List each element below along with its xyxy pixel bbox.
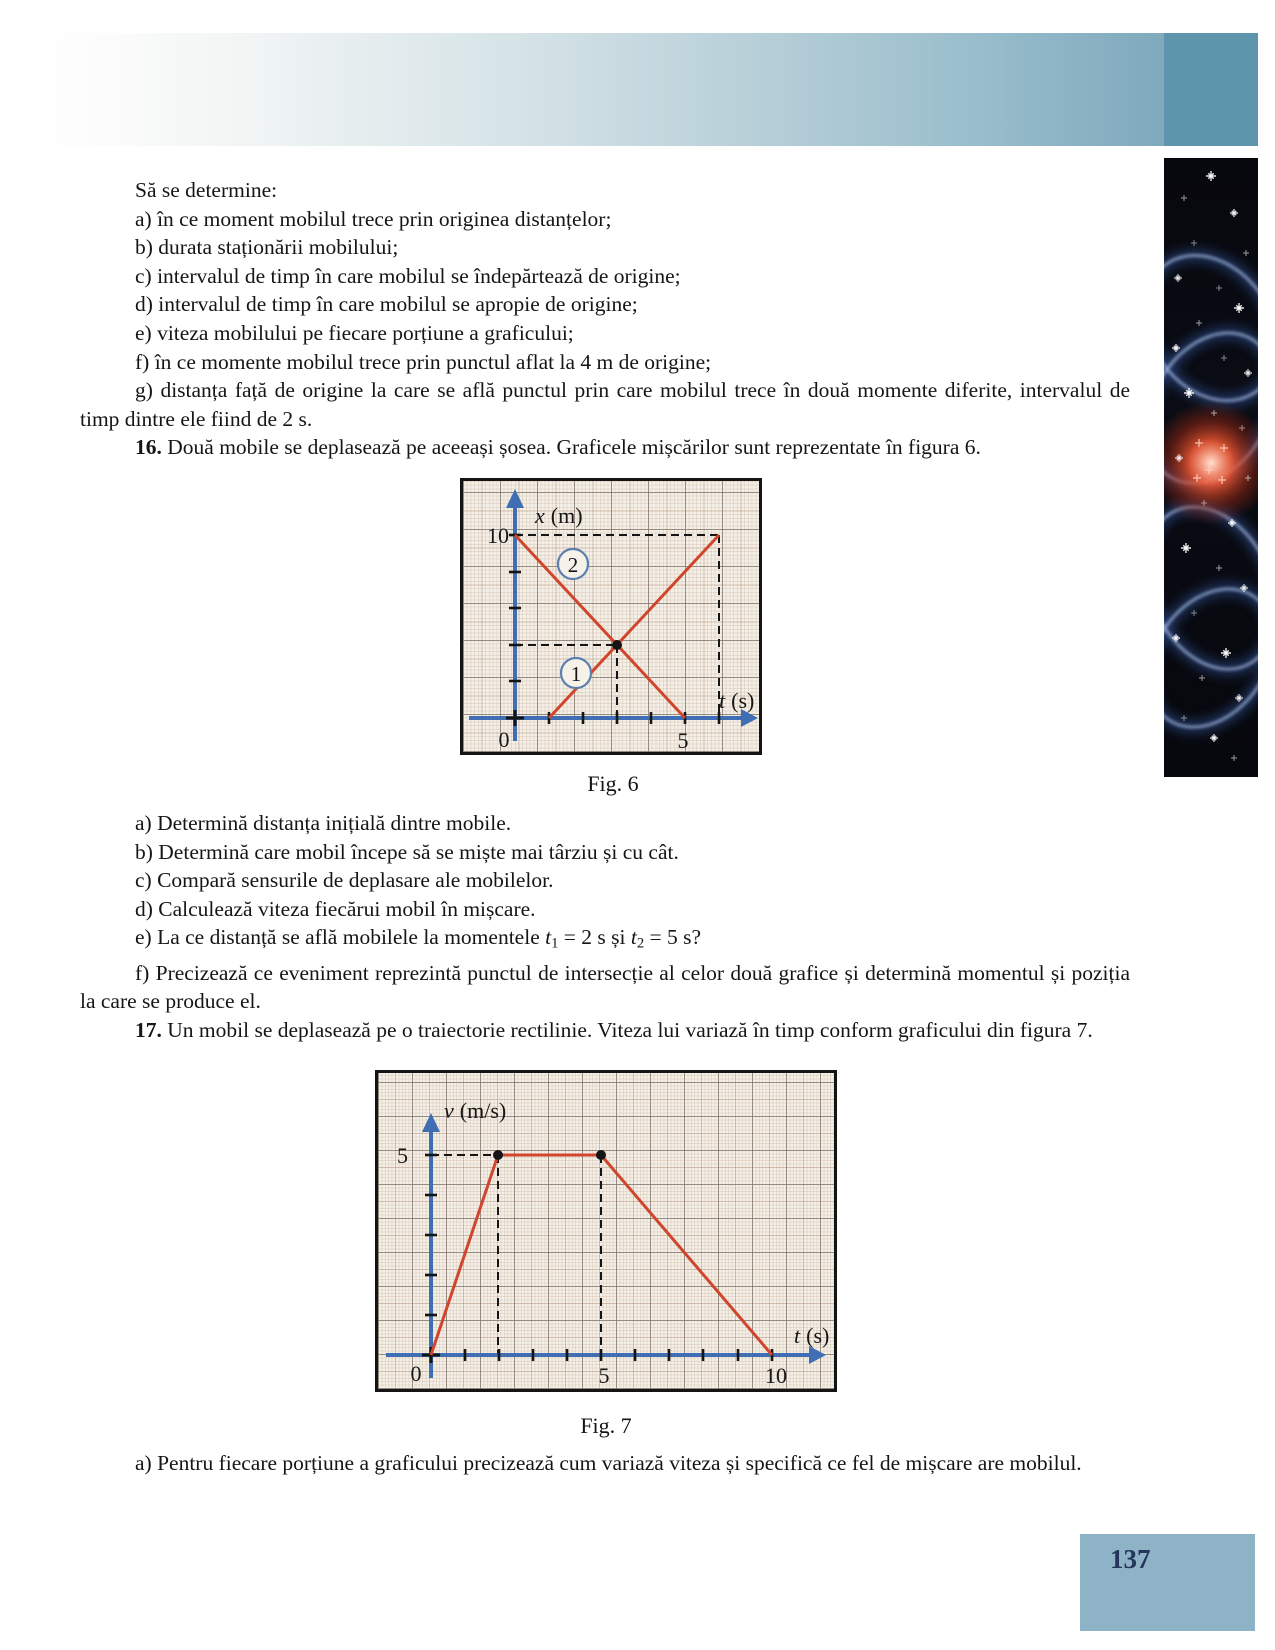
text-segment: a) Pentru fiecare porțiune a graficului precizează cum variază viteza și specifică ce fel de mișcare are mobilul. <box>135 1451 1082 1475</box>
paragraph <box>80 923 1130 958</box>
page-number-box <box>1080 1534 1255 1631</box>
atom-orbits-graphic <box>1164 158 1258 777</box>
dashed-guides <box>515 535 719 718</box>
paragraph <box>80 838 1130 867</box>
figure-7-caption: Fig. 7 <box>580 1413 632 1438</box>
text-segment: b) durata staționării mobilului; <box>135 235 399 260</box>
text-segment: c) Compară sensurile de deplasare ale mobilelor. <box>135 868 554 893</box>
text-segment: 1 <box>551 936 559 953</box>
problem-15-questions <box>80 176 1130 462</box>
fig6-origin-label: 0 <box>498 727 510 752</box>
text-segment: e) viteza mobilului pe fiecare porțiune a graficului; <box>135 320 574 345</box>
fig6-x-axis-label: t (s) <box>719 688 755 713</box>
curve-2-line <box>515 535 685 718</box>
paragraph <box>80 959 1130 1016</box>
text-segment: 2 <box>636 936 645 953</box>
figure-7-plot <box>378 1073 834 1389</box>
paragraph <box>80 262 1130 291</box>
paragraph <box>80 866 1130 895</box>
text-segment: g) distanța față de origine la care se află punctul prin care mobilul trece în două momente diferite, intervalul de timp dintre ele fiind de 2 s. <box>80 378 1130 431</box>
fig6-x-tick-label: 5 <box>677 728 689 752</box>
figure-6-plot <box>463 481 759 752</box>
svg-text:1: 1 <box>570 662 582 686</box>
fig6-y-axis-label: x (m) <box>535 503 583 528</box>
x-axis-arrow-icon <box>809 1346 826 1364</box>
intersection-point <box>612 640 622 650</box>
fig7-x-axis-label: t (s) <box>794 1323 830 1348</box>
problem-17-question-a <box>80 1449 1130 1478</box>
paragraph <box>80 1449 1130 1478</box>
paragraph <box>80 176 1130 205</box>
origin-cross <box>506 710 524 726</box>
fig7-x-end-label: 10 <box>765 1363 787 1388</box>
paragraph <box>80 233 1130 262</box>
fig7-y-max-label: 5 <box>397 1143 408 1168</box>
text-segment: t <box>630 925 637 950</box>
svg-text:2: 2 <box>567 553 579 577</box>
figure-6-caption: Fig. 6 <box>587 771 639 796</box>
text-segment: b) Determină care mobil începe să se miște mai târziu și cu cât. <box>135 839 679 864</box>
dashed-guides <box>431 1155 601 1355</box>
header-band-dark-block <box>1164 33 1258 146</box>
vertex-point-t2 <box>493 1150 503 1160</box>
paragraph <box>80 1016 1130 1045</box>
sidebar-atom-image <box>1164 158 1258 777</box>
axes <box>386 1129 812 1378</box>
fig7-origin-label: 0 <box>410 1361 422 1386</box>
text-segment: = 5 s? <box>644 925 702 950</box>
curve-2-badge <box>558 549 588 579</box>
text-segment: Să se determine: <box>135 178 278 202</box>
text-segment: Un mobil se deplasează pe o traiectorie rectilinie. Viteza lui variază în timp conform graficului din figura 7. <box>161 1017 1093 1042</box>
axes <box>469 505 747 741</box>
vertex-point-t5 <box>596 1150 606 1160</box>
page-number: 137 <box>1110 1544 1151 1574</box>
text-segment: f) în ce momente mobilul trece prin punctul aflat la 4 m de origine; <box>135 349 712 374</box>
text-segment: d) Calculează viteza fiecărui mobil în mișcare. <box>135 896 536 921</box>
paragraph <box>80 290 1130 319</box>
text-segment: t <box>545 925 552 950</box>
problem-16-17-text <box>80 809 1130 1044</box>
paragraph <box>80 433 1130 462</box>
y-axis-arrow-icon <box>422 1113 440 1132</box>
header-gradient-band <box>0 33 1164 146</box>
paragraph <box>80 376 1130 433</box>
paragraph <box>80 895 1130 924</box>
curve-1-badge <box>561 658 591 688</box>
text-segment: c) intervalul de timp în care mobilul se îndepărtează de origine; <box>135 263 681 288</box>
fig7-x-mid-label: 5 <box>598 1363 610 1388</box>
figure-6 <box>460 478 762 755</box>
nucleus-core <box>1187 439 1235 487</box>
axis-ticks <box>425 1155 772 1361</box>
text-segment: = 2 s și <box>558 925 631 950</box>
paragraph <box>80 348 1130 377</box>
fig7-y-axis-label: v (m/s) <box>444 1098 507 1123</box>
text-segment: e) La ce distanță se află mobilele la momentele <box>135 925 546 950</box>
text-segment: d) intervalul de timp în care mobilul se apropie de origine; <box>135 292 638 317</box>
text-segment: 17. <box>135 1017 162 1042</box>
text-segment: 16. <box>135 435 162 460</box>
fig6-y-max-label: 10 <box>487 523 509 548</box>
text-segment: Două mobile se deplasează pe aceeași șosea. Graficele mișcărilor sunt reprezentate în figura 6. <box>161 435 981 460</box>
paragraph <box>80 319 1130 348</box>
paragraph <box>80 205 1130 234</box>
paragraph <box>80 809 1130 838</box>
figure-7 <box>375 1070 837 1392</box>
text-segment: a) Determină distanța inițială dintre mobile. <box>135 811 512 835</box>
text-segment: a) în ce moment mobilul trece prin originea distanțelor; <box>135 206 612 231</box>
text-segment: f) Precizează ce eveniment reprezintă punctul de intersecție al celor două grafice și determină momentul și poziția la care se produce el. <box>80 960 1130 1014</box>
y-axis-arrow-icon <box>506 489 524 508</box>
